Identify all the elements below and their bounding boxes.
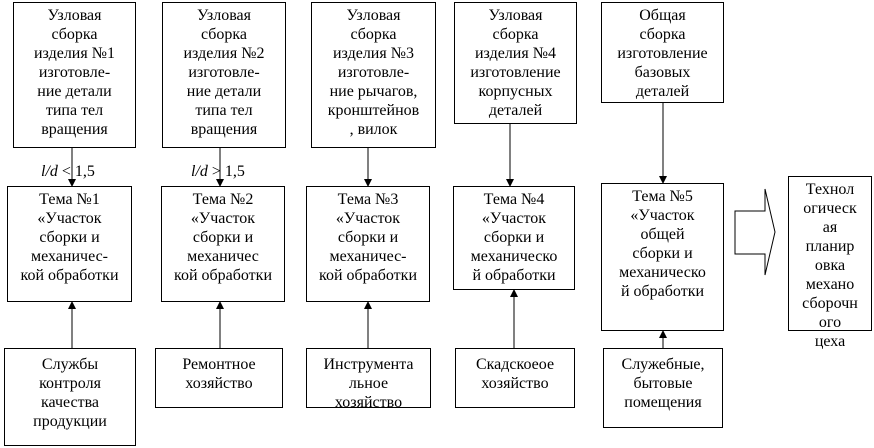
theme-box-1 [7, 186, 132, 302]
condition-1 [41, 162, 95, 181]
bottom-box-2 [155, 348, 283, 408]
condition-2 [191, 162, 245, 181]
bottom-box-5-text: Служебные, бытовые помещения [621, 356, 705, 411]
top-box-3 [311, 2, 436, 148]
bottom-box-3 [306, 348, 431, 411]
theme-box-4-text: Тема №4 «Участок сборки и механическо й обработки [470, 191, 558, 284]
top-box-4-text: Узловая сборка изделия №4 изготовление корпусных деталей [470, 7, 561, 119]
bottom-box-3-text: Инструмента льное хозяйство [323, 356, 414, 411]
result-box [788, 176, 872, 350]
top-box-5 [601, 2, 724, 103]
bottom-box-1-text: Службы контроля качества продукции [33, 356, 107, 430]
condition-1-value: 1,5 [74, 163, 95, 180]
top-box-3-text: Узловая сборка изделия №3 изготовле- ние рычагов, кронштейнов , вилок [327, 7, 420, 138]
result-box-text: Технол огическ ая планир овка механо сборочн ого цеха [802, 181, 858, 350]
condition-2-var: l/d [191, 163, 208, 180]
theme-box-1-text: Тема №1 «Участок сборки и механичес- кой обработки [20, 191, 119, 284]
top-box-4 [454, 2, 577, 124]
top-box-1-text: Узловая сборка изделия №1 изготовле- ние детали типа тел вращения [33, 7, 115, 138]
theme-box-3-text: Тема №3 «Участок сборки и механичес- кой обработки [318, 191, 418, 284]
bottom-box-5 [603, 348, 723, 428]
top-box-2-text: Узловая сборка изделия №2 изготовле- ние детали типа тел вращения [183, 7, 265, 138]
condition-1-var: l/d [41, 163, 58, 180]
bottom-box-4 [455, 348, 575, 408]
bottom-box-2-text: Ремонтное хозяйство [182, 356, 256, 392]
condition-2-value: 1,5 [224, 163, 245, 180]
bottom-box-1 [4, 348, 136, 446]
condition-2-op: > [211, 163, 221, 180]
theme-box-2-text: Тема №2 «Участок сборки и механичес кой обработки [173, 191, 273, 284]
condition-1-op: < [61, 163, 71, 180]
top-box-2 [162, 2, 286, 148]
top-box-1 [13, 2, 136, 148]
theme-box-3 [306, 186, 430, 302]
top-box-5-text: Общая сборка изготовление базовых деталей [617, 7, 708, 100]
theme-box-2 [161, 186, 285, 302]
block-arrow [735, 189, 775, 275]
theme-box-4 [453, 186, 575, 290]
theme-box-5 [601, 183, 724, 331]
bottom-box-4-text: Скадскоеое хозяйство [475, 356, 555, 392]
theme-box-5-text: Тема №5 «Участок общей сборки и механическо й обработки [619, 188, 706, 300]
